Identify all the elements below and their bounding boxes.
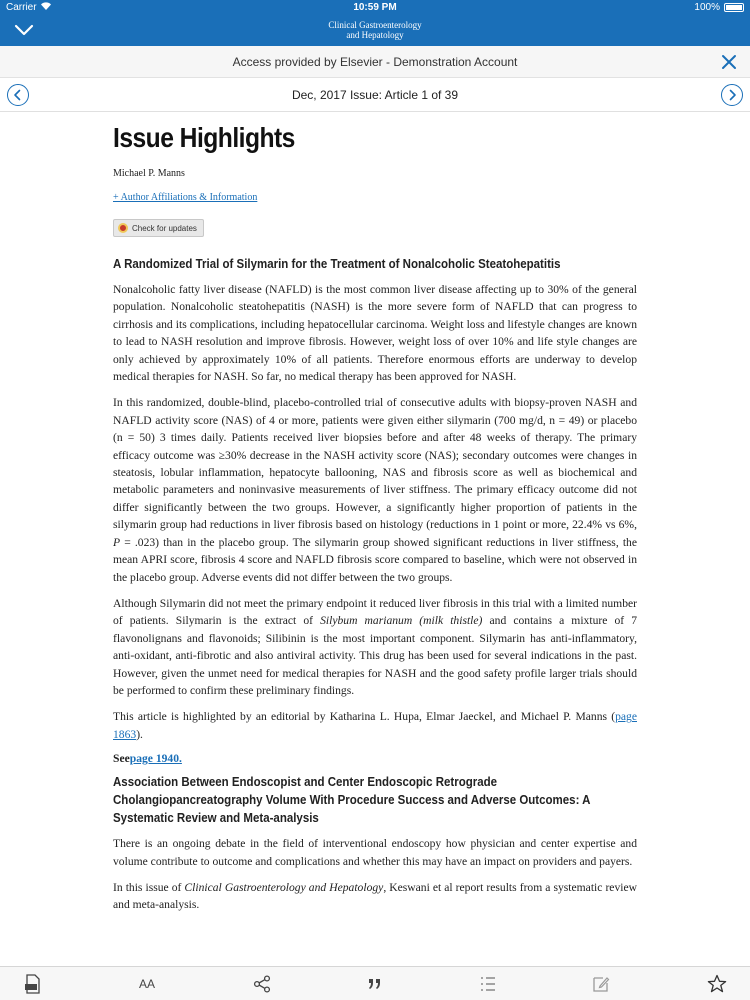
- edit-note-icon: [592, 975, 610, 993]
- paragraph-text: In this randomized, double-blind, placebo-controlled trial of consecutive adults with biopsy-proven NASH and NAFLD activity score (NAS) of 4 or more, patients were given either silymarin (700 mg/d, n = 49) or placebo (n = 50) 3 times daily. Patients received liver biopsies before and after 48 weeks of therapy. The primary efficacy outcome was ≥30% decrease in the NASH activity score (NAS); secondary outcomes were changes in steatosis, lobular inflammation, hepatocyte ballooning, NAS and fibrosis score as well as biochemical and metabolic parameters and noninvasive measurements of liver stiffness. The primary efficacy outcome did not differ significantly between the two groups. However, a significantly higher proportion of patients in the silymarin group had reductions in liver fibrosis based on histology (reductions in 1 point or more, 22.4% vs 6%,: [113, 396, 637, 532]
- paragraph-italic: P: [113, 535, 121, 549]
- paragraph-italic: Clinical Gastroenterology and Hepatology: [184, 880, 384, 894]
- paragraph: [113, 879, 637, 914]
- outline-button[interactable]: [477, 973, 499, 995]
- section-heading: A Randomized Trial of Silymarin for the Treatment of Nonalcoholic Steatohepatitis: [113, 257, 561, 271]
- pdf-icon: [24, 974, 42, 994]
- paragraph-text: This article is highlighted by an editorial by Katharina L. Hupa, Elmar Jaeckel, and Michael P. Manns (: [113, 710, 616, 724]
- paragraph-italic: Silybum marianum (milk thistle): [320, 614, 483, 628]
- paragraph-text: In this issue of: [113, 880, 185, 894]
- close-icon[interactable]: [720, 53, 738, 71]
- paragraph-text: ).: [136, 727, 143, 741]
- status-time: 10:59 PM: [353, 2, 397, 13]
- notes-button[interactable]: [590, 973, 612, 995]
- see-also: [113, 752, 637, 765]
- access-banner: [0, 46, 750, 78]
- list-icon: [479, 975, 497, 993]
- author-name: Michael P. Manns: [113, 168, 185, 179]
- paragraph: [113, 595, 637, 699]
- see-page-link[interactable]: page 1940.: [129, 752, 182, 766]
- crossmark-icon: [118, 223, 128, 233]
- check-for-updates-label: Check for updates: [132, 223, 197, 233]
- page-title: Issue Highlights: [113, 122, 295, 153]
- author-affiliations-link[interactable]: + Author Affiliations & Information: [113, 192, 258, 203]
- paragraph: [113, 394, 637, 585]
- journal-title: [0, 20, 750, 40]
- page-link[interactable]: page 1863: [113, 710, 637, 741]
- paragraph-text: = .023) than in the placebo group. The silymarin group showed significant reductions in liver stiffness, the mean APRI score, fibrosis 4 score and NAFLD fibrosis score compared to baseline, which were not observed in the placebo group. Adverse events did not differ between the two groups.: [113, 535, 637, 584]
- access-text: Access provided by Elsevier - Demonstration Account: [232, 55, 518, 69]
- paragraph-text: , Keswani et al report results from a systematic review and meta-analysis.: [113, 880, 637, 912]
- bottom-toolbar: [0, 966, 750, 1000]
- pdf-button[interactable]: [22, 973, 44, 995]
- battery-icon: [724, 3, 744, 12]
- issue-navigation: [0, 78, 750, 112]
- chevron-right-icon: [722, 85, 742, 105]
- carrier-label: Carrier: [6, 2, 37, 13]
- issue-position: Dec, 2017 Issue: Article 1 of 39: [291, 88, 459, 102]
- next-article-button[interactable]: [721, 84, 743, 106]
- paragraph: Nonalcoholic fatty liver disease (NAFLD) is the most common liver disease affecting up to 30% of the general population. Nonalcoholic steatohepatitis (NASH) is the more severe form of NAFLD that can progress to cirrhosis and its complications, including hepatocellular carcinoma. Weight loss and lifestyle changes are known to lead to NASH resolution and improve fibrosis. However, weight loss of over 10% and life style changes are only achieved by approximately 10% of all patients. Therefore enormous efforts are underway to develop medical therapies for NASH. So far, no medical therapy has been approved for NASH.: [113, 283, 637, 384]
- article-body: [113, 120, 637, 966]
- share-icon: [253, 975, 271, 993]
- battery-percent: 100%: [694, 2, 720, 13]
- font-size-icon: AA: [138, 977, 155, 991]
- check-for-updates-button[interactable]: [113, 219, 204, 237]
- journal-title-line2: and Hepatology: [346, 30, 404, 40]
- journal-title-line1: Clinical Gastroenterology: [328, 20, 422, 30]
- paragraph-text: and contains a mixture of 7 flavonolignans and flavonoids; Silibinin is the most important component. Silymarin has anti-inflammatory, anti-oxidant, anti-fibrotic and also antiviral activity. This drug has been used for several indications in the past. However, given the unmet need for medical therapies for NASH and the good safety profile larger trials should be performed to confirm these preliminary findings.: [113, 614, 637, 697]
- star-icon: [707, 974, 727, 994]
- app-header: [0, 0, 750, 46]
- status-bar: [0, 0, 750, 16]
- section-heading: Association Between Endoscopist and Center Endoscopic Retrograde Cholangiopancreatography Volume With Procedure Success and Adverse Outcomes: A Systematic Review and Meta-analysis: [113, 775, 591, 826]
- paragraph: [113, 708, 637, 743]
- font-size-button[interactable]: [136, 973, 158, 995]
- paragraph: There is an ongoing debate in the field of interventional endoscopy how physician and center expertise and volume contribute to outcome and complications and whether this may have an impact on providers and payers.: [113, 837, 637, 868]
- see-label: See: [113, 752, 130, 766]
- paragraph-text: Although Silymarin did not meet the primary endpoint it reduced liver fibrosis in this trial with a limited number of patients. Silymarin is the extract of: [113, 596, 637, 628]
- bookmark-button[interactable]: [706, 973, 728, 995]
- cite-button[interactable]: [364, 973, 386, 995]
- share-button[interactable]: [251, 973, 273, 995]
- quote-icon: [367, 977, 383, 991]
